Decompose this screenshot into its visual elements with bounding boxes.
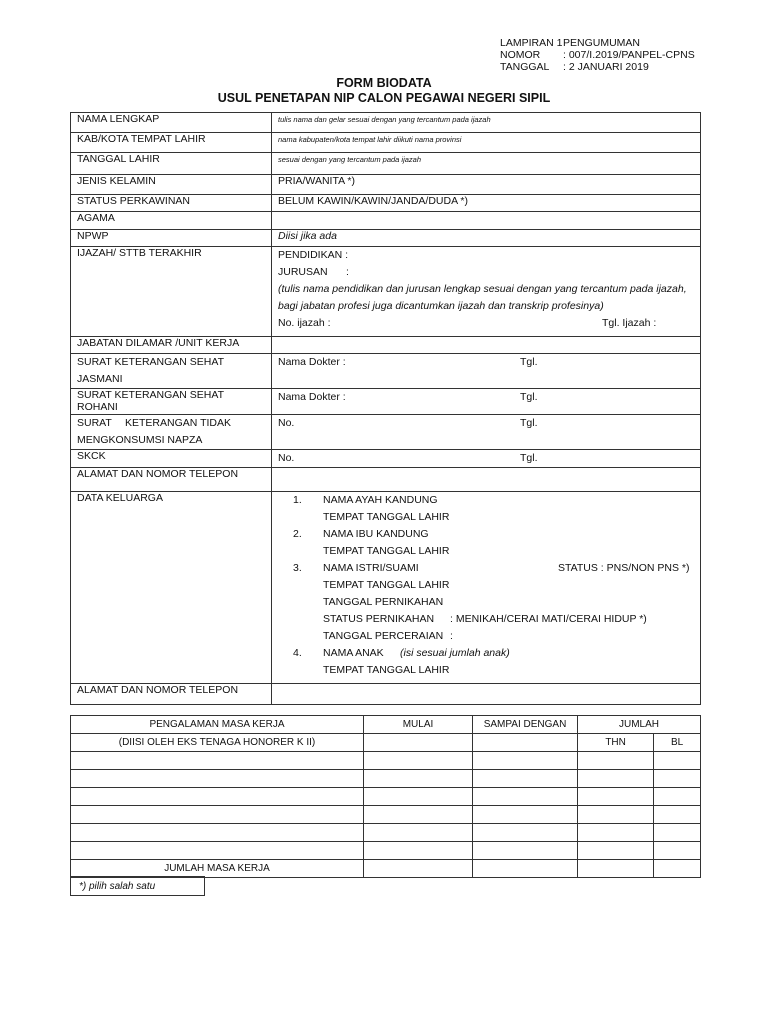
k3-status-pns: STATUS : PNS/NON PNS *) [558,562,690,574]
napza-label-2: MENGKONSUMSI NAPZA [77,434,203,446]
jabatan-label: JABATAN DILAMAR /UNIT KERJA [71,337,272,354]
table-row [71,684,701,705]
work-cell[interactable] [654,824,701,842]
ijazah-note-1: (tulis nama pendidikan dan jurusan lengkap sesuai dengan yang tercantum pada ijazah, [278,283,687,295]
npwp-label: NPWP [71,230,272,247]
nama-note: tulis nama dan gelar sesuai dengan yang tercantum pada ijazah [278,115,491,124]
work-cell[interactable] [364,788,473,806]
kab-label: KAB/KOTA TEMPAT LAHIR [71,133,272,153]
work-col-sampai: SAMPAI DENGAN [473,716,578,734]
work-sub-diisi: (DIISI OLEH EKS TENAGA HONORER K II) [71,734,364,752]
table-row [71,175,701,195]
work-cell[interactable] [654,788,701,806]
sks-label [71,354,272,389]
work-cell[interactable] [71,752,364,770]
table-row [71,153,701,175]
k1-text: NAMA AYAH KANDUNG [323,494,438,506]
k4-text: NAMA ANAK [323,647,384,659]
work-cell[interactable] [578,752,654,770]
work-col-bl: BL [654,734,701,752]
nomor-key: NOMOR [500,49,541,61]
work-cell[interactable] [71,806,364,824]
table-row [71,450,701,468]
k4-note: (isi sesuai jumlah anak) [400,647,510,659]
work-cell[interactable] [364,770,473,788]
work-cell[interactable] [578,824,654,842]
sks-tgl-label: Tgl. [520,356,538,368]
kab-field[interactable] [272,133,701,153]
work-cell[interactable] [578,788,654,806]
work-cell[interactable] [473,806,578,824]
biodata-table [70,112,701,705]
table-row [71,389,701,415]
tanggal-value: : 2 JANUARI 2019 [563,61,649,73]
tgl-lahir-note: sesuai dengan yang tercantum pada ijazah [278,155,422,164]
alamat-label-2: ALAMAT DAN NOMOR TELEPON [71,684,272,705]
work-cell[interactable] [364,752,473,770]
keluarga-label: DATA KELUARGA [71,492,272,684]
table-row [71,824,701,842]
work-cell[interactable] [364,806,473,824]
skck-tgl-label: Tgl. [520,452,538,464]
table-row [71,716,701,734]
form-title: FORM BIODATA [336,76,432,90]
work-cell[interactable] [473,824,578,842]
table-row [71,212,701,230]
work-cell[interactable] [654,860,701,878]
table-row [71,354,701,389]
k2-num: 2. [293,528,302,540]
npwp-field[interactable]: Diisi jika ada [272,230,701,247]
work-cell[interactable] [364,734,473,752]
napza-tgl-label: Tgl. [520,417,538,429]
tgl-lahir-field[interactable] [272,153,701,175]
ijazah-label: IJAZAH/ STTB TERAKHIR [71,247,272,337]
k2-ttl: TEMPAT TANGGAL LAHIR [323,545,450,557]
k3-status-nikah-label: STATUS PERNIKAHAN [323,613,435,625]
form-subtitle: USUL PENETAPAN NIP CALON PEGAWAI NEGERI SIPIL [217,91,551,105]
work-cell[interactable] [364,842,473,860]
napza-label-1a: SURAT [77,417,112,429]
attachment-header [500,37,695,73]
k3-status-nikah-value: : MENIKAH/CERAI MATI/CERAI HIDUP *) [450,613,647,625]
table-row [71,788,701,806]
table-row [71,247,701,337]
agama-label: AGAMA [71,212,272,230]
table-row [71,415,701,450]
work-cell[interactable] [654,842,701,860]
alamat-label-1: ALAMAT DAN NOMOR TELEPON [71,468,272,492]
sp-field[interactable]: BELUM KAWIN/KAWIN/JANDA/DUDA *) [272,195,701,212]
work-cell[interactable] [473,860,578,878]
table-row [71,734,701,752]
sks-label-2: JASMANI [77,373,123,385]
nomor-value: : 007/I.2019/PANPEL-CPNS [563,49,695,61]
table-row [71,113,701,133]
table-row [71,492,701,684]
table-row [71,337,701,354]
jk-label: JENIS KELAMIN [71,175,272,195]
work-cell[interactable] [364,860,473,878]
lampiran-key: LAMPIRAN 1 [500,37,563,49]
skck-label: SKCK [71,450,272,468]
k4-num: 4. [293,647,302,659]
k3-num: 3. [293,562,302,574]
k2-text: NAMA IBU KANDUNG [323,528,429,540]
skck-no-label: No. [278,452,295,464]
lampiran-value: PENGUMUMAN [563,37,641,49]
k3-tgl-cerai-colon: : [450,630,453,642]
work-cell[interactable] [71,842,364,860]
work-cell[interactable] [578,842,654,860]
work-col-mulai: MULAI [364,716,473,734]
jk-field[interactable]: PRIA/WANITA *) [272,175,701,195]
table-row [71,842,701,860]
table-row [71,770,701,788]
work-cell[interactable] [578,770,654,788]
sks-dokter-label: Nama Dokter : [278,356,346,368]
sks-label-1: SURAT KETERANGAN SEHAT [77,356,225,368]
table-row [71,195,701,212]
k4-ttl: TEMPAT TANGGAL LAHIR [323,664,450,676]
work-cell[interactable] [473,770,578,788]
work-cell[interactable] [578,806,654,824]
skr-tgl-label: Tgl. [520,391,538,403]
k3-tgl-cerai-label: TANGGAL PERCERAIAN [323,630,444,642]
jabatan-field[interactable] [272,337,701,354]
work-cell[interactable] [71,770,364,788]
work-cell[interactable] [71,824,364,842]
work-cell[interactable] [71,788,364,806]
jurusan-colon: : [346,266,349,278]
tanggal-key: TANGGAL [500,61,550,73]
tgl-lahir-label: TANGGAL LAHIR [71,153,272,175]
skr-label: SURAT KETERANGAN SEHAT ROHANI [71,389,272,415]
work-col-jumlah: JUMLAH [578,716,701,734]
table-row [71,468,701,492]
tgl-ijazah-label: Tgl. Ijazah : [602,317,657,329]
sp-label: STATUS PERKAWINAN [71,195,272,212]
work-cell[interactable] [654,806,701,824]
table-row [71,806,701,824]
skck-field[interactable] [272,450,701,468]
work-cell[interactable] [473,752,578,770]
napza-label [71,415,272,450]
work-cell[interactable] [578,860,654,878]
table-row [71,860,701,878]
k3-tgl-nikah: TANGGAL PERNIKAHAN [323,596,444,608]
sks-field[interactable] [272,354,701,389]
ijazah-field[interactable] [272,247,701,337]
napza-field[interactable] [272,415,701,450]
table-row [71,133,701,153]
table-row [71,230,701,247]
keluarga-field[interactable] [272,492,701,684]
work-experience-table [70,715,701,878]
work-col-thn: THN [578,734,654,752]
agama-field[interactable] [272,212,701,230]
k1-num: 1. [293,494,302,506]
work-cell[interactable] [473,788,578,806]
work-cell[interactable] [473,734,578,752]
work-cell[interactable] [364,824,473,842]
pendidikan-label: PENDIDIKAN : [278,249,349,261]
kab-note: nama kabupaten/kota tempat lahir diikuti nama provinsi [278,135,462,144]
jurusan-label: JURUSAN [278,266,328,278]
k3-ttl: TEMPAT TANGGAL LAHIR [323,579,450,591]
napza-no-label: No. [278,417,295,429]
ijazah-note-2: bagi jabatan profesi juga dicantumkan ijazah dan transkrip profesinya) [278,300,604,312]
k1-ttl: TEMPAT TANGGAL LAHIR [323,511,450,523]
work-total-label: JUMLAH MASA KERJA [71,860,364,878]
work-cell[interactable] [654,770,701,788]
work-cell[interactable] [654,752,701,770]
work-col-pengalaman: PENGALAMAN MASA KERJA [71,716,364,734]
skr-dokter-label: Nama Dokter : [278,391,346,403]
alamat-field-1[interactable] [272,468,701,492]
table-row [71,752,701,770]
k3-text: NAMA ISTRI/SUAMI [323,562,419,574]
nama-label: NAMA LENGKAP [71,113,272,133]
footnote-box: *) pilih salah satu [70,876,205,896]
alamat-field-2[interactable] [272,684,701,705]
skr-field[interactable] [272,389,701,415]
napza-label-1b: KETERANGAN TIDAK [125,417,231,429]
nama-field[interactable] [272,113,701,133]
no-ijazah-label: No. ijazah : [278,317,331,329]
work-cell[interactable] [473,842,578,860]
